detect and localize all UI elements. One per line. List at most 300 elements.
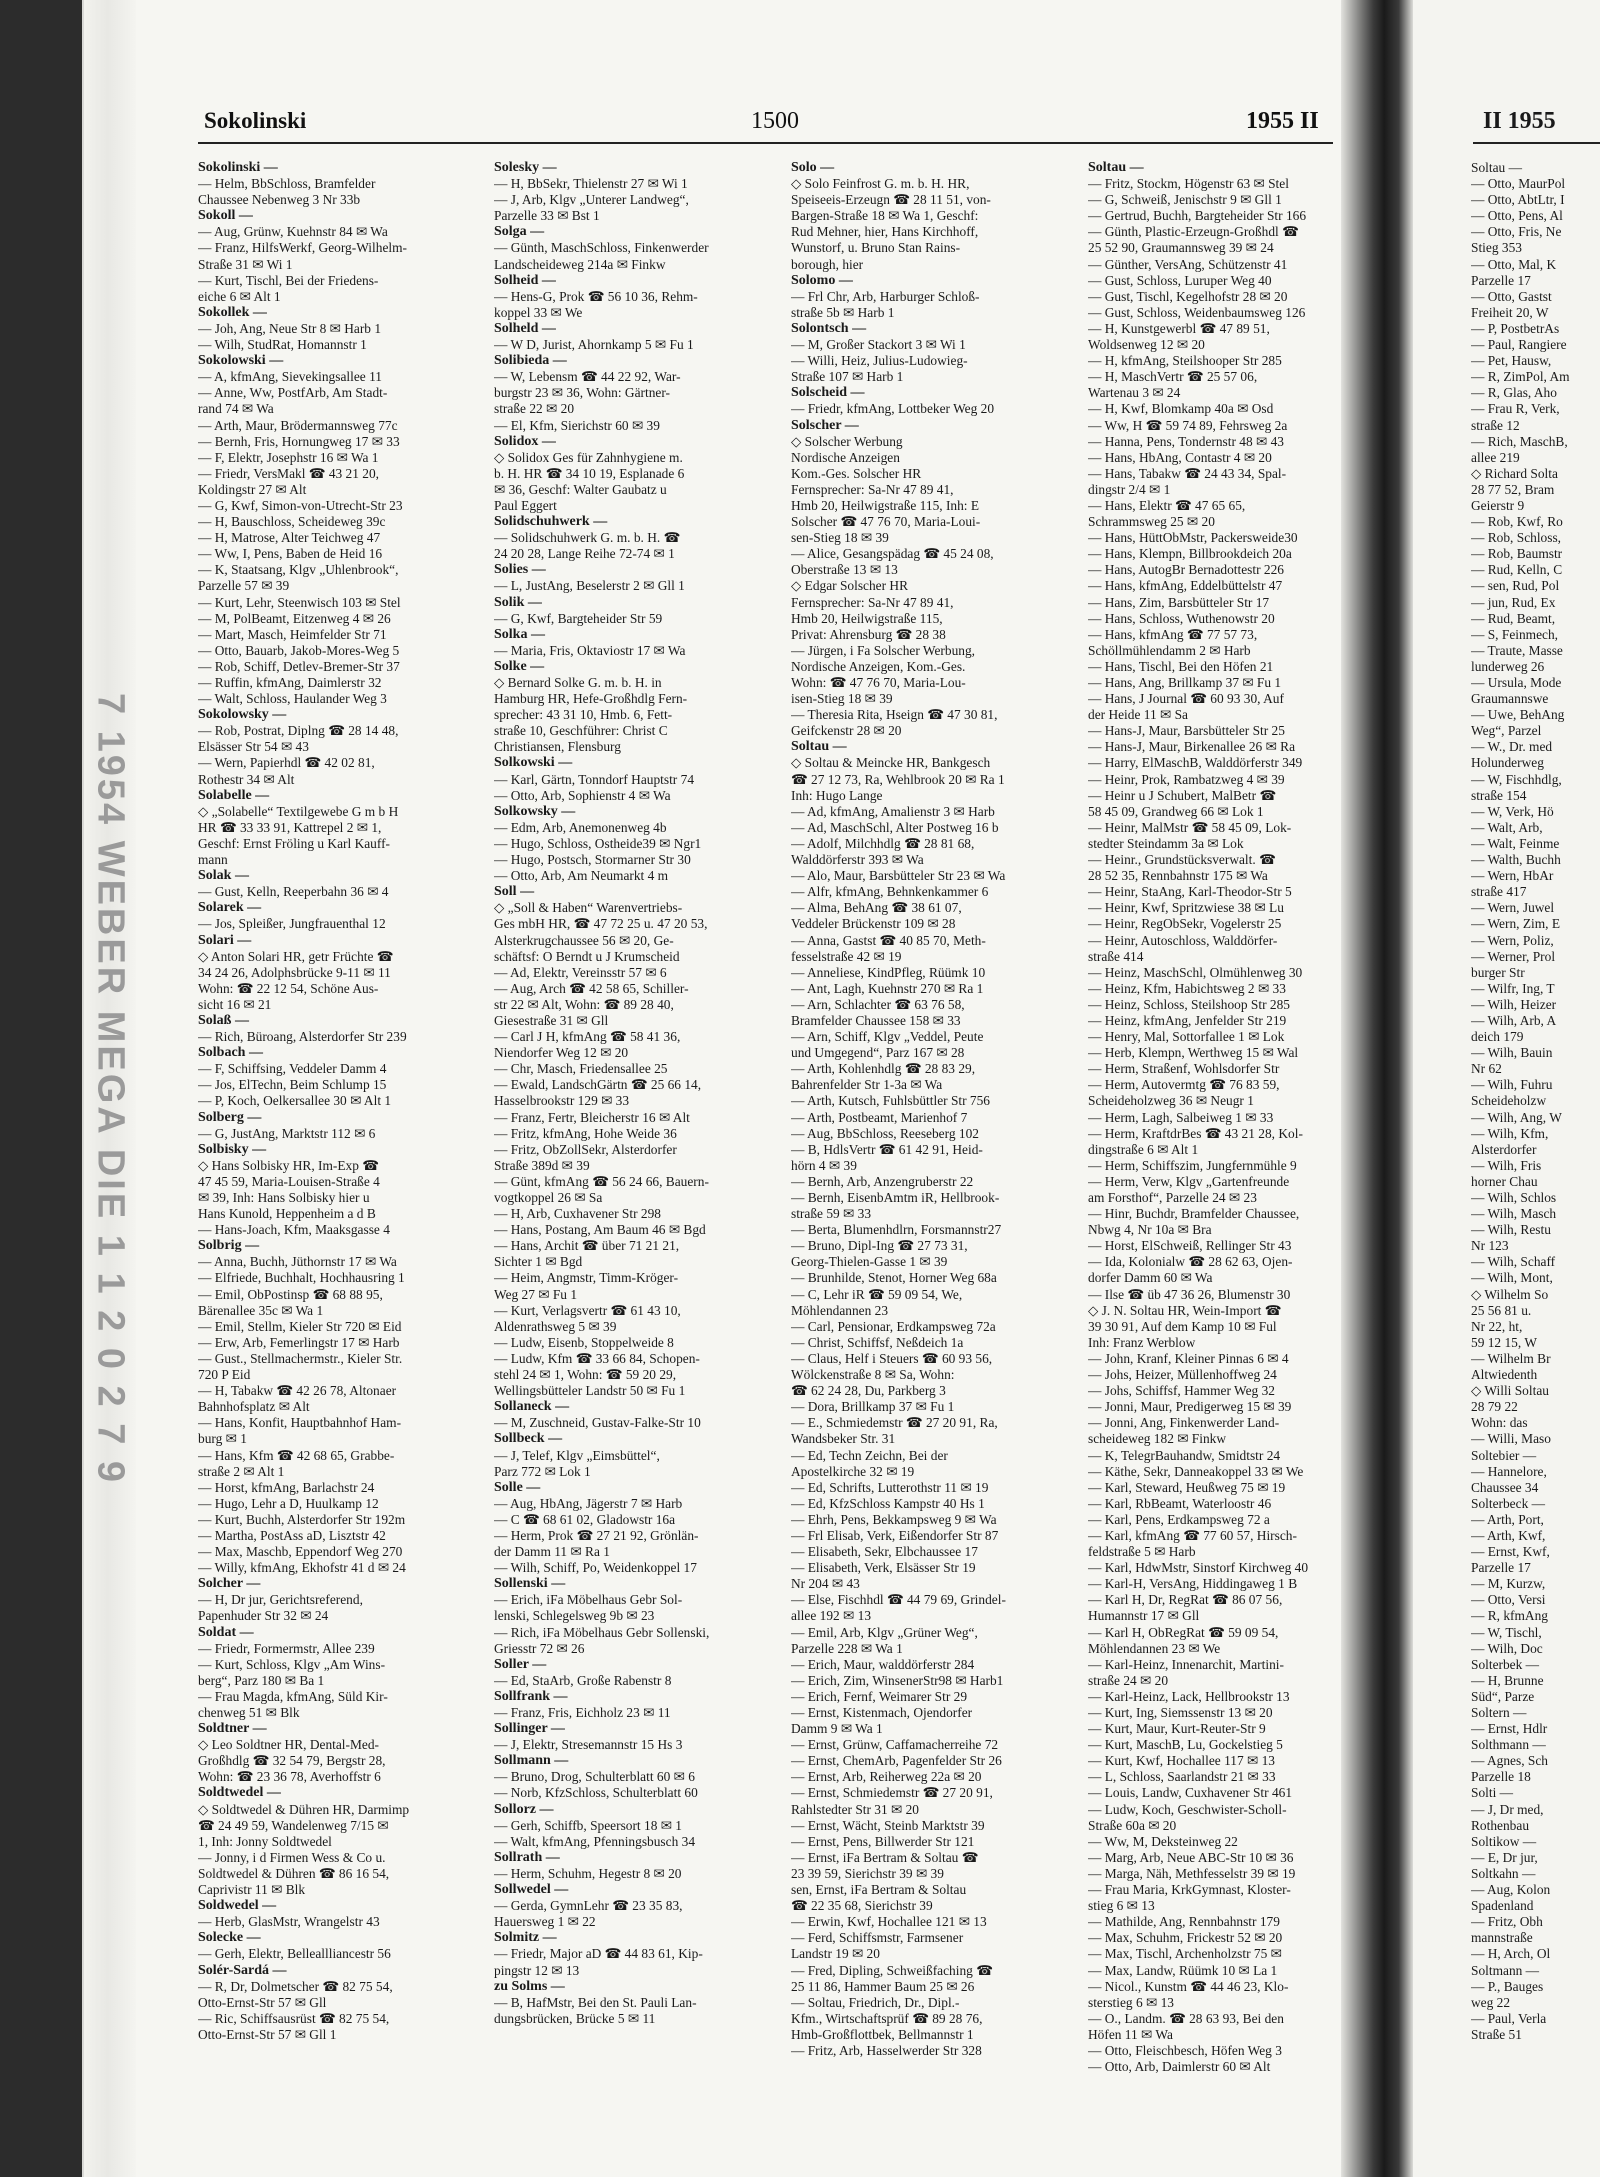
directory-entry-line: Scheideholzweg 36 ✉ Neugr 1 (1088, 1093, 1254, 1109)
directory-entry-line: Soldtwedel — (198, 1785, 281, 1801)
directory-entry-line: — Rob, Kwf, Ro (1471, 514, 1563, 530)
directory-entry-line: — Hans, Ang, Brillkamp 37 ✉ Fu 1 (1088, 675, 1282, 690)
directory-entry-line: — Ida, Kolonialw ☎ 28 62 63, Ojen- (1088, 1254, 1293, 1270)
directory-entry-line: isen-Stieg 18 ✉ 39 (791, 691, 893, 707)
directory-entry-line: Inh: Hugo Lange (791, 787, 883, 803)
directory-entry-line: — Erw, Arb, Femerlingstr 17 ✉ Harb (198, 1334, 400, 1350)
directory-entry-line: — Kurt, Schloss, Klgv „Am Wins- (198, 1656, 386, 1672)
directory-entry-line: — Fritz, Obh (1471, 1914, 1543, 1930)
directory-entry-line: Humannstr 17 ✉ Gll (1088, 1608, 1200, 1624)
directory-entry-line: — Soltau, Friedrich, Dr., Dipl.- (791, 1994, 960, 2010)
directory-entry-line: Solscher ☎ 47 76 70, Maria-Loui- (791, 514, 981, 530)
directory-entry-line: — Henry, Mal, Sottorfallee 1 ✉ Lok (1088, 1029, 1285, 1045)
directory-entry-line: ◇ J. N. Soltau HR, Wein-Import ☎ (1088, 1302, 1282, 1318)
directory-entry-line: Otto-Ernst-Str 57 ✉ Gll (198, 1994, 327, 2010)
directory-entry-line: — Hans, Tischl, Bei den Höfen 21 (1088, 658, 1274, 674)
directory-entry-line: Woldsenweg 12 ✉ 20 (1088, 337, 1205, 353)
directory-entry-line: Sollfrank — (494, 1688, 568, 1704)
directory-entry-line: straße 417 (1471, 884, 1527, 900)
directory-entry-line: — Ludw, Koch, Geschwister-Scholl- (1088, 1801, 1287, 1817)
directory-entry-line: — Berta, Blumenhdlrn, Forsmannstr27 (791, 1222, 1002, 1238)
directory-entry-line: Nr 123 (1471, 1238, 1509, 1254)
directory-entry-line: Elsässer Str 54 ✉ 43 (198, 739, 309, 755)
directory-entry-line: ✉ 39, Inh: Hans Solbisky hier u (198, 1190, 370, 1205)
directory-entry-line: Weg“, Parzel (1471, 723, 1542, 739)
directory-entry-line: — W., Dr. med (1471, 739, 1553, 755)
directory-entry-line: Sichter 1 ✉ Bgd (494, 1254, 583, 1270)
directory-entry-line: — Fritz, ObZollSekr, Alsterdorfer (494, 1141, 677, 1157)
directory-entry-line: — Gertrud, Buchh, Bargteheider Str 166 (1088, 208, 1307, 224)
binding-strip-text: 7 1954 WEBER MEGA DIE 1 1 2 0 2 7 9 (89, 692, 132, 1485)
directory-entry-line: Sokolowski — (198, 353, 284, 369)
directory-entry-line: — Wilh, Heizer (1471, 996, 1557, 1012)
directory-entry-line: — Rich, MaschB, (1471, 433, 1568, 449)
directory-entry-line: Hmb 20, Heilwigstraße 115, Inh: E (791, 497, 980, 513)
directory-entry-line: — Hans-J, Maur, Barsbütteler Str 25 (1088, 723, 1285, 739)
directory-entry-line: — Willi, Heiz, Julius-Ludowieg- (791, 353, 968, 369)
directory-entry-line: Soltern — (1471, 1705, 1527, 1720)
directory-entry-line: — Friedr, kfmAng, Lottbeker Weg 20 (791, 401, 995, 417)
directory-entry-line: Scheideholzw (1471, 1093, 1547, 1109)
directory-entry-line: Solberg — (198, 1109, 262, 1125)
directory-entry-line: — E., Schmiedemstr ☎ 27 20 91, Ra, (791, 1415, 998, 1431)
directory-entry-line: — Karl, RbBeamt, Waterloostr 46 (1088, 1495, 1272, 1511)
directory-entry-line: Solheid — (494, 272, 556, 288)
directory-entry-line: Hamburg HR, Hefe-Großhdlg Fern- (494, 691, 688, 707)
directory-entry-line: — Ed, Techn Zeichn, Bei der (791, 1447, 948, 1463)
directory-entry-line: Sollaneck — (494, 1399, 570, 1415)
directory-entry-line: ☎ 62 24 28, Du, Parkberg 3 (791, 1383, 946, 1399)
directory-entry-line: allee 219 (1471, 449, 1520, 465)
directory-entry-line: stehl 24 ✉ 1, Wohn: ☎ 59 20 29, (494, 1367, 677, 1383)
book-gutter (1341, 0, 1413, 2177)
directory-entry-line: Sokoll — (198, 208, 253, 224)
directory-entry-line: — Ww, I, Pens, Baben de Heid 16 (198, 546, 383, 562)
directory-entry-line: — Ernst, Wächt, Steinb Marktstr 39 (791, 1817, 985, 1833)
directory-entry-line: ☎ 24 49 59, Wandelenweg 7/15 ✉ (198, 1817, 389, 1833)
directory-entry-line: Bahnhofsplatz ✉ Alt (198, 1399, 310, 1415)
directory-entry-line: Koldingstr 27 ✉ Alt (198, 481, 307, 497)
directory-entry-line: Solterbeck — (1471, 1495, 1546, 1511)
directory-entry-line: — Paul, Rangiere (1471, 337, 1567, 353)
directory-entry-line: — Heinz, kfmAng, Jenfelder Str 219 (1088, 1012, 1287, 1028)
directory-entry-line: — Heinr, Kwf, Spritzwiese 38 ✉ Lu (1088, 900, 1284, 916)
directory-entry-line: — Frl Chr, Arb, Harburger Schloß- (791, 288, 980, 304)
directory-entry-line: — Hans, kfmAng, Eddelbüttelstr 47 (1088, 578, 1283, 594)
directory-entry-line: — Otto, Fleischbesch, Höfen Weg 3 (1088, 2042, 1282, 2058)
directory-entry-line: — Hans, Archit ☎ über 71 21 21, (494, 1238, 680, 1254)
directory-entry-line: Nbwg 4, Nr 10a ✉ Bra (1088, 1222, 1212, 1238)
directory-entry-line: — Anneliese, KindPfleg, Rüümk 10 (791, 964, 986, 980)
directory-entry-line: Caprivistr 11 ✉ Blk (198, 1882, 306, 1898)
directory-entry-line: sen-Stieg 18 ✉ 39 (791, 530, 889, 546)
directory-entry-line: — H, Dr jur, Gerichtsreferend, (198, 1592, 363, 1608)
directory-entry-line: Höfen 11 ✉ Wa (1088, 2026, 1173, 2042)
directory-entry-line: Solle — (494, 1479, 541, 1495)
directory-entry-line: Nr 204 ✉ 43 (791, 1576, 860, 1592)
directory-entry-line: — J, Telef, Klgv „Eimsbüttel“, (494, 1447, 660, 1463)
directory-entry-line: 58 45 09, Grandweg 66 ✉ Lok 1 (1088, 803, 1264, 819)
directory-entry-line: — Wilh, Fris (1471, 1157, 1542, 1173)
directory-entry-line: — Rob, Schiff, Detlev-Bremer-Str 37 (198, 658, 400, 674)
directory-entry-line: — R, ZimPol, Am (1471, 369, 1570, 385)
directory-entry-line: — Marg, Arb, Neue ABC-Str 10 ✉ 36 (1088, 1849, 1294, 1865)
directory-entry-line: — Ed, Schrifts, Lutterothstr 11 ✉ 19 (791, 1479, 989, 1495)
directory-entry-line: — Emil, Arb, Klgv „Grüner Weg“, (791, 1624, 978, 1640)
directory-entry-line: 59 12 15, W (1471, 1334, 1537, 1350)
directory-entry-line: Rahlstedter Str 31 ✉ 20 (791, 1801, 920, 1817)
directory-entry-line: — Karl-H, VersAng, Hiddingaweg 1 B (1088, 1576, 1298, 1592)
directory-entry-line: — Fritz, kfmAng, Hohe Weide 36 (494, 1125, 677, 1141)
directory-entry-line: — Ad, MaschSchl, Alter Postweg 16 b (791, 819, 999, 835)
directory-entry-line: Graumannswe (1471, 691, 1549, 707)
directory-entry-line: — Erich, iFa Möbelhaus Gebr Sol- (494, 1592, 683, 1608)
directory-entry-line: — W D, Jurist, Ahornkamp 5 ✉ Fu 1 (494, 337, 694, 353)
directory-entry-line: — Jonni, Maur, Predigerweg 15 ✉ 39 (1088, 1399, 1292, 1415)
directory-entry-line: Wohn: das (1471, 1415, 1528, 1431)
directory-entry-line: — Kurt, Kwf, Hochallee 117 ✉ 13 (1088, 1753, 1275, 1769)
directory-entry-line: — Hans, Schloss, Wuthenowstr 20 (1088, 610, 1275, 626)
directory-entry-line: Nr 62 (1471, 1061, 1502, 1077)
directory-entry-line: Solheld — (494, 320, 556, 336)
directory-entry-line: — Kurt, Verlagsvertr ☎ 61 43 10, (494, 1302, 681, 1318)
directory-entry-line: Soll — (494, 884, 535, 900)
directory-entry-line: dungsbrücken, Brücke 5 ✉ 11 (494, 2010, 656, 2026)
directory-entry-line: — Herm, Schiffszim, Jungfernmühle 9 (1088, 1157, 1297, 1173)
directory-entry-line: — Karl, kfmAng ☎ 77 60 57, Hirsch- (1088, 1527, 1297, 1543)
directory-entry-line: — Chr, Masch, Friedensallee 25 (494, 1061, 668, 1077)
directory-entry-line: Papenhuder Str 32 ✉ 24 (198, 1608, 329, 1624)
directory-entry-line: — Max, Maschb, Eppendorf Weg 270 (198, 1544, 403, 1560)
directory-entry-line: Holunderweg (1471, 755, 1544, 771)
directory-entry-line: ◇ Richard Solta (1471, 465, 1558, 481)
directory-entry-line: — H, Tabakw ☎ 42 26 78, Altonaer (198, 1383, 397, 1399)
directory-entry-line: Privat: Ahrensburg ☎ 28 38 (791, 626, 946, 642)
directory-entry-line: — H, Kwf, Blomkamp 40a ✉ Osd (1088, 401, 1274, 417)
directory-entry-line: — Hans-Joach, Kfm, Maaksgasse 4 (198, 1222, 390, 1238)
directory-entry-line: — Heinr, MalMstr ☎ 58 45 09, Lok- (1088, 819, 1292, 835)
directory-entry-line: — Arn, Schiff, Klgv „Veddel, Peute (791, 1029, 984, 1045)
directory-entry-line: — Kurt, Tischl, Bei der Friedens- (198, 272, 379, 288)
directory-entry-line: Fernsprecher: Sa-Nr 47 89 41, (791, 594, 954, 610)
directory-entry-line: — Heinr, StaAng, Karl-Theodor-Str 5 (1088, 884, 1292, 900)
binding-strip (84, 0, 136, 2177)
directory-entry-line: mann (198, 852, 228, 868)
directory-entry-line: Soltau — (791, 739, 847, 755)
directory-entry-line: — R, kfmAng (1471, 1608, 1548, 1624)
directory-entry-line: — Karl, HdwMstr, Sinstorf Kirchweg 40 (1088, 1560, 1309, 1576)
directory-entry-line: Christiansen, Flensburg (494, 739, 621, 755)
directory-entry-line: straße 414 (1088, 948, 1144, 964)
directory-entry-line: Geifckenstr 28 ✉ 20 (791, 723, 902, 739)
directory-entry-line: — Kurt, Buchh, Alsterdorfer Str 192m (198, 1511, 406, 1527)
directory-entry-line: Solkowsky — (494, 803, 576, 819)
directory-entry-line: sen, Ernst, iFa Bertram & Soltau (791, 1882, 967, 1898)
directory-entry-line: — Hans, Klempn, Billbrookdeich 20a (1088, 546, 1292, 562)
directory-page (136, 0, 1341, 2177)
directory-entry-line: Hmb 20, Heilwigstraße 115, (791, 610, 943, 626)
directory-entry-line: ◇ Edgar Solscher HR (791, 578, 909, 594)
directory-entry-line: — Arth, Maur, Brödermannsweg 77c (198, 417, 398, 433)
directory-entry-line: — Claus, Helf i Steuers ☎ 60 93 56, (791, 1350, 993, 1366)
directory-entry-line: 1, Inh: Jonny Soldtwedel (198, 1833, 332, 1849)
directory-entry-line: — Wern, Zim, E (1471, 916, 1561, 932)
directory-entry-line: — Werner, Prol (1471, 948, 1556, 964)
directory-entry-line: — Frau Maria, KrkGymnast, Kloster- (1088, 1882, 1291, 1898)
directory-entry-line: straße 22 ✉ 20 (494, 401, 575, 417)
directory-entry-line: Sollbeck — (494, 1431, 563, 1447)
directory-entry-line: — Marga, Näh, Methfesselstr 39 ✉ 19 (1088, 1865, 1296, 1881)
directory-entry-line: — Herm, Lagh, Salbeiweg 1 ✉ 33 (1088, 1109, 1274, 1125)
directory-entry-line: koppel 33 ✉ We (494, 304, 583, 320)
directory-entry-line: — Aug, Grünw, Kuehnstr 84 ✉ Wa (198, 224, 388, 240)
directory-column-2 (494, 160, 784, 2027)
directory-entry-line: — Herm, KraftdrBes ☎ 43 21 28, Kol- (1088, 1125, 1303, 1141)
directory-entry-line: — Gust, Tischl, Kegelhofstr 28 ✉ 20 (1088, 288, 1288, 304)
directory-entry-line: — sen, Rud, Pol (1471, 578, 1560, 594)
directory-entry-line: lenski, Schlegelsweg 9b ✉ 23 (494, 1608, 655, 1624)
directory-entry-line: straße 24 ✉ 20 (1088, 1672, 1169, 1688)
directory-entry-line: Sollorz — (494, 1801, 554, 1817)
directory-entry-line: — F, Elektr, Josephstr 16 ✉ Wa 1 (198, 449, 379, 465)
directory-entry-line: Solke — (494, 658, 545, 674)
directory-entry-line: Aldenrathsweg 5 ✉ 39 (494, 1318, 617, 1334)
directory-entry-line: Solscher — (791, 417, 859, 433)
page-header-year: 1955 II (1246, 108, 1319, 134)
directory-entry-line: — Rob, Baumstr (1471, 546, 1563, 562)
directory-entry-line: — W, Verk, Hö (1471, 803, 1554, 819)
directory-entry-line: — Wilh, Ang, W (1471, 1109, 1562, 1125)
directory-entry-line: — Willy, kfmAng, Ekhofstr 41 d ✉ 24 (198, 1560, 406, 1576)
directory-entry-line: — Mart, Masch, Heimfelder Str 71 (198, 626, 387, 642)
directory-entry-line: rand 74 ✉ Wa (198, 401, 274, 417)
directory-entry-line: ◇ Leo Soldtner HR, Dental-Med- (198, 1737, 379, 1753)
directory-entry-line: — Otto, Versi (1471, 1592, 1546, 1608)
directory-entry-line: — P, Koch, Oelkersallee 30 ✉ Alt 1 (198, 1093, 392, 1109)
directory-entry-line: — Ww, M, Deksteinweg 22 (1088, 1833, 1238, 1849)
directory-entry-line: — Wilfr, Ing, T (1471, 980, 1555, 996)
directory-entry-line: Solga — (494, 224, 545, 240)
directory-entry-line: Möhlendannen 23 (791, 1302, 889, 1318)
directory-entry-line: — Horst, ElSchweiß, Rellinger Str 43 (1088, 1238, 1292, 1254)
directory-entry-line: — Karl, Steward, Heußweg 75 ✉ 19 (1088, 1479, 1286, 1495)
directory-entry-line: der Damm 11 ✉ Ra 1 (494, 1544, 610, 1560)
directory-entry-line: — Arth, Port, (1471, 1511, 1544, 1527)
directory-entry-line: 24 20 28, Lange Reihe 72-74 ✉ 1 (494, 546, 675, 562)
directory-entry-line: ◇ Willi Soltau (1471, 1383, 1549, 1399)
directory-entry-line: — Walt, kfmAng, Pfenningsbusch 34 (494, 1833, 696, 1849)
directory-entry-line: Wölckenstraße 8 ✉ Sa, Wohn: (791, 1367, 955, 1383)
directory-entry-line: — Wilh, StudRat, Homannstr 1 (198, 337, 367, 353)
directory-entry-line: — Pet, Hausw, (1471, 353, 1552, 369)
directory-entry-line: — Uwe, BehAng (1471, 707, 1565, 723)
directory-entry-line: — Ernst, Arb, Reiherweg 22a ✉ 20 (791, 1769, 982, 1785)
directory-entry-line: Süd“, Parze (1471, 1688, 1535, 1704)
directory-entry-line: — Johs, Schiffsf, Hammer Weg 32 (1088, 1383, 1275, 1399)
directory-entry-line: Solari — (198, 932, 252, 948)
directory-entry-line: — Walth, Buchh (1471, 852, 1561, 868)
directory-entry-line: straße 59 ✉ 33 (791, 1206, 872, 1222)
directory-entry-line: — Wilh, Doc (1471, 1640, 1543, 1656)
directory-entry-line: — Günth, MaschSchloss, Finkenwerder (494, 240, 709, 256)
directory-entry-line: — Kurt, MaschB, Lu, Gockelstieg 5 (1088, 1737, 1283, 1753)
directory-entry-line: — G, Kwf, Simon-von-Utrecht-Str 23 (198, 497, 403, 513)
directory-entry-line: — Wern, HbAr (1471, 868, 1554, 884)
directory-entry-line: Parzelle 57 ✉ 39 (198, 578, 290, 594)
directory-entry-line: — K, TelegrBauhandw, Smidtstr 24 (1088, 1447, 1281, 1463)
directory-entry-line: — W, Fischhdlg, (1471, 771, 1562, 787)
directory-entry-line: — Hans, Elektr ☎ 47 65 65, (1088, 497, 1246, 513)
directory-entry-line: — Horst, kfmAng, Barlachstr 24 (198, 1479, 375, 1495)
directory-entry-line: — H, Kunstgewerbl ☎ 47 89 51, (1088, 320, 1270, 336)
directory-entry-line: — Jonni, Ang, Finkenwerder Land- (1088, 1415, 1280, 1431)
directory-entry-line: — Hugo, Postsch, Stormarner Str 30 (494, 852, 691, 868)
directory-entry-line: — Herm, Prok ☎ 27 21 92, Grönlän- (494, 1527, 699, 1543)
directory-entry-line: — B, HdlsVertr ☎ 61 42 91, Heid- (791, 1141, 983, 1157)
directory-entry-line: — Bruno, Dipl-Ing ☎ 27 73 31, (791, 1238, 968, 1254)
directory-entry-line: Parz 772 ✉ Lok 1 (494, 1463, 591, 1479)
directory-entry-line: — Else, Fischhdl ☎ 44 79 69, Grindel- (791, 1592, 1006, 1608)
directory-entry-line: Solarek — (198, 900, 262, 916)
directory-entry-line: Solbisky — (198, 1141, 267, 1157)
directory-entry-line: ✉ 36, Geschf: Walter Gaubatz u (494, 481, 667, 497)
directory-entry-line: — M, Kurzw, (1471, 1576, 1546, 1592)
directory-entry-line: — Brunhilde, Stenot, Horner Weg 68a (791, 1270, 997, 1286)
directory-entry-line: — Hugo, Schloss, Ostheide39 ✉ Ngr1 (494, 835, 702, 851)
directory-entry-line: — M, Großer Stackort 3 ✉ Wi 1 (791, 337, 966, 353)
directory-entry-line: Solibieda — (494, 353, 567, 369)
directory-entry-line: — Ferd, Schiffsmstr, Farmsener (791, 1930, 964, 1946)
directory-entry-line: Solscheid — (791, 385, 865, 401)
directory-entry-line: Oberstraße 13 ✉ 13 (791, 562, 898, 578)
directory-entry-line: — H, Bauschloss, Scheideweg 39c (198, 514, 386, 530)
directory-entry-line: — G, JustAng, Marktstr 112 ✉ 6 (198, 1125, 376, 1141)
directory-entry-line: — Käthe, Sekr, Danneakoppel 33 ✉ We (1088, 1463, 1304, 1479)
directory-entry-line: — Otto, Arb, Sophienstr 4 ✉ Wa (494, 787, 671, 803)
directory-entry-line: — Otto, Pens, Al (1471, 208, 1563, 224)
directory-entry-line: Soldat — (198, 1624, 254, 1640)
directory-entry-line: — Christ, Schiffsf, Neßdeich 1a (791, 1334, 964, 1350)
directory-entry-line: Soltau — (1471, 160, 1522, 175)
directory-entry-line: Landscheideweg 214a ✉ Finkw (494, 256, 666, 272)
directory-entry-line: Straße 31 ✉ Wi 1 (198, 256, 293, 272)
directory-entry-line: — F, Schiffsing, Veddeler Damm 4 (198, 1061, 387, 1077)
directory-entry-line: 25 52 90, Graumannsweg 39 ✉ 24 (1088, 240, 1274, 256)
directory-entry-line: — M, Zuschneid, Gustav-Falke-Str 10 (494, 1415, 701, 1431)
directory-entry-line: — J, Elektr, Stresemannstr 15 Hs 3 (494, 1737, 683, 1753)
directory-entry-line: — Otto, Arb, Daimlerstr 60 ✉ Alt (1088, 2059, 1271, 2075)
directory-entry-line: — Frau R, Verk, (1471, 401, 1560, 417)
directory-entry-line: — Wilh, Fuhru (1471, 1077, 1553, 1093)
directory-entry-line: — Hans, Konfit, Hauptbahnhof Ham- (198, 1415, 402, 1431)
scanner-edge (0, 0, 82, 2177)
directory-entry-line: — Bruno, Drog, Schulterblatt 60 ✉ 6 (494, 1769, 695, 1785)
directory-entry-line: Chaussee 34 (1471, 1479, 1539, 1495)
directory-entry-line: Möhlendannen 23 ✉ We (1088, 1640, 1221, 1656)
directory-entry-line: Wartenau 3 ✉ 24 (1088, 385, 1181, 401)
directory-entry-line: — H, MaschVertr ☎ 25 57 06, (1088, 369, 1258, 385)
directory-entry-line: — R, Dr, Dolmetscher ☎ 82 75 54, (198, 1978, 393, 1994)
directory-entry-line: — Kurt, Ing, Siemssenstr 13 ✉ 20 (1088, 1705, 1273, 1720)
directory-entry-line: — Fred, Dipling, Schweißfaching ☎ (791, 1962, 993, 1978)
directory-entry-line: — Ric, Schiffsausrüst ☎ 82 75 54, (198, 2010, 390, 2026)
directory-entry-line: — Günther, VersAng, Schützenstr 41 (1088, 256, 1288, 272)
directory-entry-line: — Fritz, Stockm, Högenstr 63 ✉ Stel (1088, 176, 1289, 192)
directory-entry-line: — Arth, Kutsch, Fuhlsbüttler Str 756 (791, 1093, 991, 1109)
directory-entry-line: 28 52 35, Rennbahnstr 175 ✉ Wa (1088, 868, 1268, 884)
directory-entry-line: — Ernst, iFa Bertram & Soltau ☎ (791, 1849, 979, 1865)
directory-entry-line: — Max, Schuhm, Frickestr 52 ✉ 20 (1088, 1930, 1283, 1946)
directory-entry-line: — M, PolBeamt, Eitzenweg 4 ✉ 26 (198, 610, 391, 626)
directory-entry-line: — Jos, ElTechn, Beim Schlump 15 (198, 1077, 387, 1093)
directory-entry-line: Bärenallee 35c ✉ Wa 1 (198, 1302, 324, 1318)
directory-entry-line: Solies — (494, 562, 546, 578)
directory-entry-line: — Fritz, Arb, Hasselwerder Str 328 (791, 2042, 982, 2058)
directory-entry-line: — Friedr, Formermstr, Allee 239 (198, 1640, 375, 1656)
directory-entry-line: Soltmann — (1471, 1962, 1540, 1978)
directory-entry-line: Großhdlg ☎ 32 54 79, Bergstr 28, (198, 1753, 386, 1769)
directory-entry-line: weg 22 (1471, 1994, 1511, 2010)
directory-entry-line: — Aug, Arch ☎ 42 58 65, Schiller- (494, 980, 689, 996)
directory-entry-line: deich 179 (1471, 1029, 1524, 1045)
directory-entry-line: — Herm, Schuhm, Hegestr 8 ✉ 20 (494, 1865, 682, 1881)
directory-entry-line: — Ad, Elektr, Vereinsstr 57 ✉ 6 (494, 964, 667, 980)
directory-entry-line: Damm 9 ✉ Wa 1 (791, 1721, 883, 1737)
directory-entry-line: Parzelle 17 (1471, 272, 1531, 288)
directory-entry-line: — Harry, ElMaschB, Walddörferstr 349 (1088, 755, 1303, 771)
directory-entry-line: Soltkahn — (1471, 1865, 1536, 1881)
directory-entry-line: — Friedr, Major aD ☎ 44 83 61, Kip- (494, 1946, 703, 1962)
directory-entry-line: ◇ Solscher Werbung (791, 433, 903, 449)
directory-entry-line: Fernsprecher: Sa-Nr 47 89 41, (791, 481, 954, 497)
directory-entry-line: — P, PostbetrAs (1471, 320, 1560, 336)
directory-entry-line: — Karl-Heinz, Lack, Hellbrookstr 13 (1088, 1688, 1290, 1704)
directory-entry-line: — Otto, Mal, K (1471, 256, 1557, 272)
directory-entry-line: Soldtner — (198, 1721, 267, 1737)
directory-entry-line: 25 56 81 u. (1471, 1302, 1532, 1318)
directory-entry-line: — Emil, Stellm, Kieler Str 720 ✉ Eid (198, 1318, 402, 1334)
directory-entry-line: — Ernst, Schmiedemstr ☎ 27 20 91, (791, 1785, 993, 1801)
directory-entry-line: — Arn, Schlachter ☎ 63 76 58, (791, 996, 965, 1012)
directory-entry-line: — Alma, BehAng ☎ 38 61 07, (791, 900, 962, 916)
directory-entry-line: ◇ Hans Solbisky HR, Im-Exp ☎ (198, 1157, 379, 1173)
facing-page-column (1471, 160, 1600, 2043)
directory-entry-line: Straße 107 ✉ Harb 1 (791, 369, 904, 385)
directory-entry-line: 25 11 86, Hammer Baum 25 ✉ 26 (791, 1978, 975, 1994)
directory-entry-line: Rothestr 34 ✉ Alt (198, 771, 295, 787)
directory-entry-line: — Ed, StaArb, Große Rabenstr 8 (494, 1672, 672, 1688)
directory-entry-line: — Franz, Fris, Eichholz 23 ✉ 11 (494, 1705, 671, 1720)
directory-entry-line: — H, Brunne (1471, 1672, 1544, 1688)
directory-entry-line: — Wilh, Schaff (1471, 1254, 1556, 1270)
directory-entry-line: — Norb, KfzSchloss, Schulterblatt 60 (494, 1785, 698, 1801)
directory-entry-line: Parzelle 228 ✉ Wa 1 (791, 1640, 903, 1656)
directory-entry-line: Sollwedel — (494, 1882, 569, 1898)
directory-entry-line: 34 24 26, Adolphsbrücke 9-11 ✉ 11 (198, 964, 391, 980)
directory-entry-line: — Heinz, Schloss, Steilshoop Str 285 (1088, 996, 1290, 1012)
directory-entry-line: allee 192 ✉ 13 (791, 1608, 872, 1624)
directory-entry-line: — Hans, Postang, Am Baum 46 ✉ Bgd (494, 1222, 706, 1238)
directory-entry-line: — Rud, Beamt, (1471, 610, 1556, 626)
directory-entry-line: Georg-Thielen-Gasse 1 ✉ 39 (791, 1254, 948, 1270)
directory-entry-line: mannstraße (1471, 1930, 1533, 1946)
directory-entry-line: Otto-Ernst-Str 57 ✉ Gll 1 (198, 2026, 337, 2042)
directory-entry-line: Spadenland (1471, 1898, 1534, 1914)
directory-entry-line: — Heinz, Kfm, Habichtsweg 2 ✉ 33 (1088, 980, 1286, 996)
directory-entry-line: eiche 6 ✉ Alt 1 (198, 288, 281, 304)
directory-entry-line: — Gerh, Schiffb, Speersort 18 ✉ 1 (494, 1817, 682, 1833)
directory-entry-line: — J, Dr med, (1471, 1801, 1544, 1817)
